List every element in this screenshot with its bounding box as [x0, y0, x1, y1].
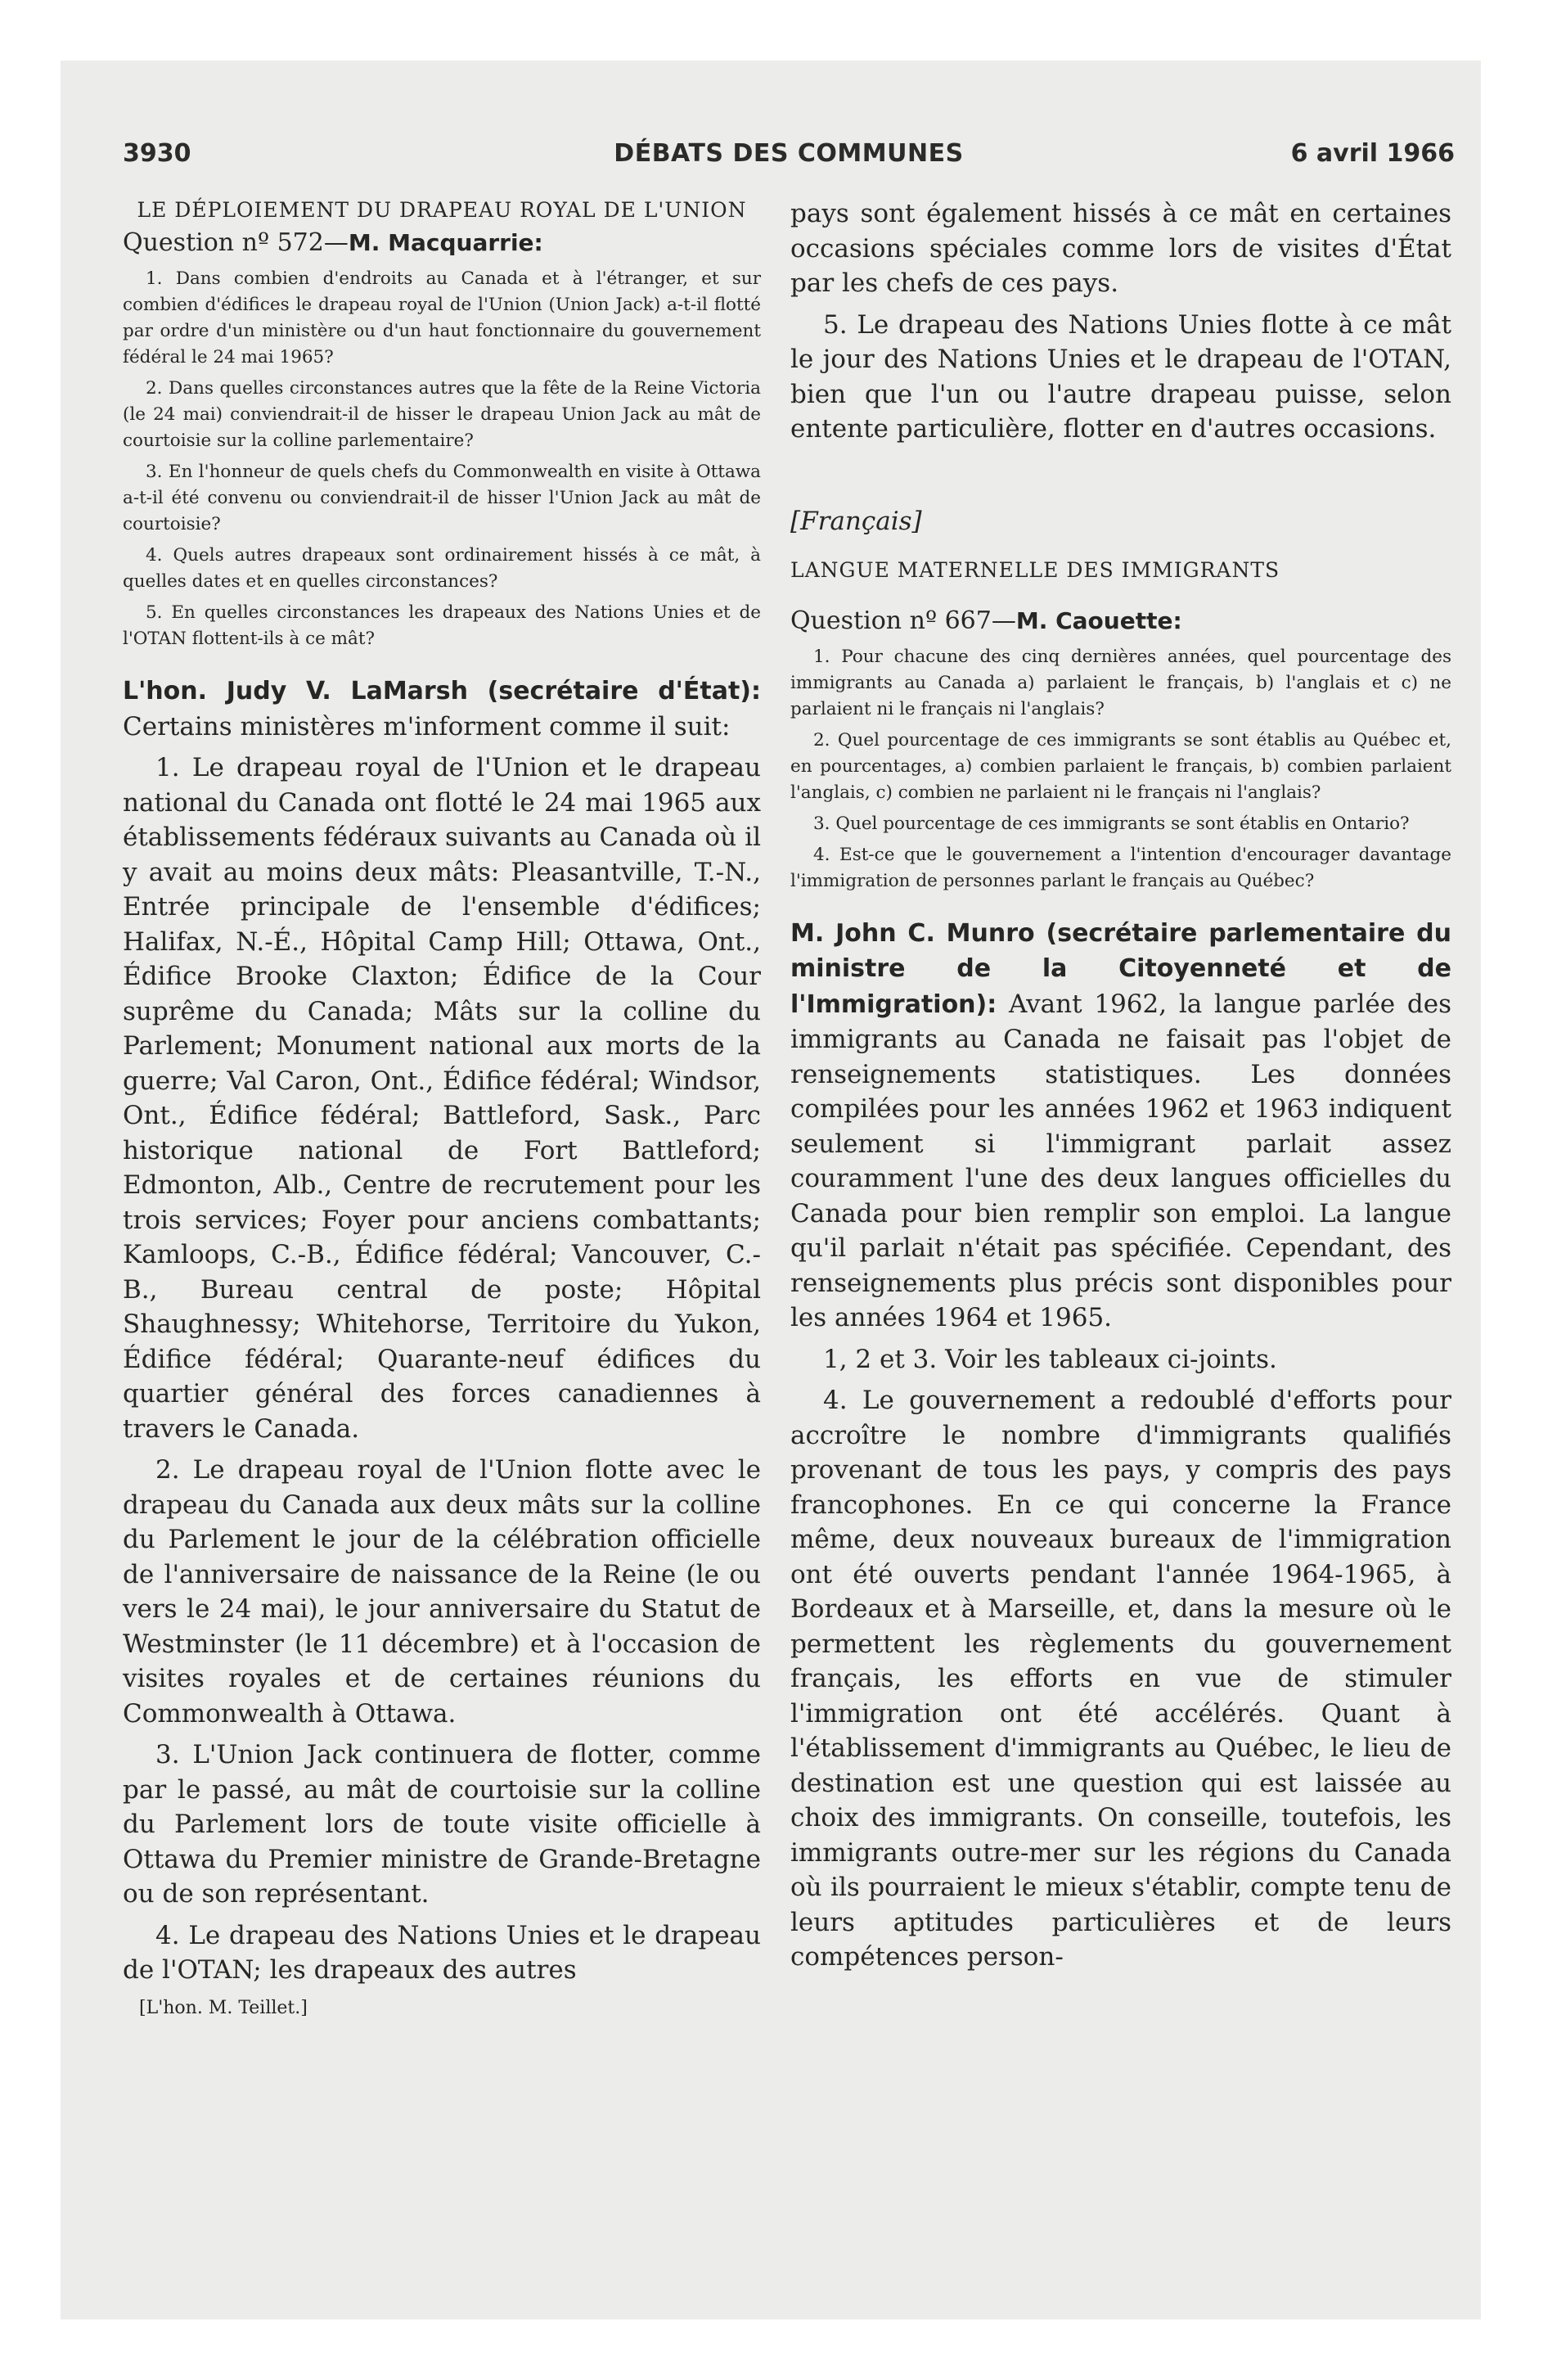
question-item: 3. Quel pourcentage de ces immigrants se sont établis en Ontario?	[813, 813, 1410, 834]
question-item: 1. Dans combien d'endroits au Canada et à l'étranger, et sur combien d'édifices le drapeau royal de l'Union (Union Jack) a-t-il flotté par ordre d'un ministère ou d'un haut fonctionnaire du gouvernement fédéral le 24 mai 1965?	[123, 268, 761, 367]
answer-intro-text: Avant 1962, la langue parlée des immigrants au Canada ne faisait pas l'objet de renseignements statistiques. Les données compilées pour les années 1962 et 1963 indiquent seulement si l'immigrant parlait assez couramment l'une des deux langues officielles du Canada pour bien remplir son emploi. La langue qu'il parlait n'était pas spécifiée. Cependant, des renseignements plus précis sont disponibles pour les années 1964 et 1965.	[790, 989, 1451, 1332]
page-title: DÉBATS DES COMMUNES	[614, 139, 964, 168]
answer-speaker: L'hon. Judy V. LaMarsh (secrétaire d'État):	[123, 677, 761, 705]
section-title: LANGUE MATERNELLE DES IMMIGRANTS	[790, 557, 1280, 582]
language-tag: [Français]	[790, 506, 922, 536]
question-number: Question nº 572—	[123, 228, 349, 257]
question-line	[123, 227, 761, 259]
page-header	[123, 139, 1455, 172]
right-column	[790, 196, 1451, 1981]
answer-item: 4. Le drapeau des Nations Unies et le drapeau de l'OTAN; les drapeaux des autres	[123, 1920, 761, 1985]
answer-item: 3. L'Union Jack continuera de flotter, comme par le passé, au mât de courtoisie sur la colline du Parlement lors de toute visite officielle à Ottawa du Premier ministre de Grande-Bretagne ou de son représentant.	[123, 1740, 761, 1909]
answer-item: 2. Le drapeau royal de l'Union flotte avec le drapeau du Canada aux deux mâts sur la colline du Parlement le jour de la célébration officielle de l'anniversaire de naissance de la Reine (le ou vers le 24 mai), le jour anniversaire du Statut de Westminster (le 11 décembre) et à l'occasion de visites royales et de certaines réunions du Commonwealth à Ottawa.	[123, 1455, 761, 1729]
section-title: LE DÉPLOIEMENT DU DRAPEAU ROYAL DE L'UNION	[137, 198, 747, 222]
answer-item: 4. Le gouvernement a redoublé d'efforts pour accroître le nombre d'immigrants qualifiés provenant de tous les pays, y compris des pays francophones. En ce qui concerne la France même, deux nouveaux bureaux de l'immigration ont été ouverts pendant l'année 1964-1965, à Bordeaux et à Marseille, et, dans la mesure où le permettent les règlements du gouvernement français, les efforts en vue de stimuler l'immigration ont été accélérés. Quant à l'établissement d'immigrants au Québec, le lieu de destination est une question qui est laissée au choix des immigrants. On conseille, toutefois, les immigrants outre-mer sur les régions du Canada où ils pourraient le mieux s'établir, compte tenu de leurs aptitudes particulières et de leurs compétences person-	[790, 1386, 1451, 1972]
question-item: 2. Quel pourcentage de ces immigrants se sont établis au Québec et, en pourcentages, a) combien parlaient le français, b) combien parlaient l'anglais, c) combien ne parlaient ni le français ni l'anglais?	[790, 729, 1451, 803]
page-number: 3930	[123, 139, 191, 168]
continuation-text: pays sont également hissés à ce mât en certaines occasions spéciales comme lors de visites d'État par les chefs de ces pays.	[790, 199, 1451, 298]
answer-speaker: M. John C. Munro (secrétaire parlementaire du ministre de la Citoyenneté et de l'Immigration):	[790, 918, 1451, 1019]
question-item: 5. En quelles circonstances les drapeaux des Nations Unies et de l'OTAN flottent-ils à ce mât?	[123, 602, 761, 649]
question-speaker: M. Caouette:	[1015, 606, 1182, 634]
question-speaker: M. Macquarrie:	[348, 229, 543, 256]
continuation-text: 5. Le drapeau des Nations Unies flotte à ce mât le jour des Nations Unies et le drapeau de l'OTAN, bien que l'un ou l'autre drapeau puisse, selon entente particulière, flotter en d'autres occasions.	[790, 309, 1451, 444]
question-number: Question nº 667—	[790, 606, 1016, 635]
answer-intro	[790, 916, 1451, 1336]
left-column	[123, 196, 761, 2039]
answer-item: 1. Le drapeau royal de l'Union et le drapeau national du Canada ont flotté le 24 mai 1965 aux établissements fédéraux suivants au Canada où il y avait au moins deux mâts: Pleasantville, T.-N., Entrée principale de l'ensemble d'édifices; Halifax, N.-É., Hôpital Camp Hill; Ottawa, Ont., Édifice Brooke Claxton; Édifice de la Cour suprême du Canada; Mâts sur la colline du Parlement; Monument national aux morts de la guerre; Val Caron, Ont., Édifice fédéral; Windsor, Ont., Édifice fédéral; Battleford, Sask., Parc historique national de Fort Battleford; Edmonton, Alb., Centre de recrutement pour les trois services; Foyer pour anciens combattants; Kamloops, C.-B., Édifice fédéral; Vancouver, C.-B., Bureau central de poste; Hôpital Shaughnessy; Whitehorse, Territoire du Yukon, Édifice fédéral; Quarante-neuf édifices du quartier général des forces canadiennes à travers le Canada.	[123, 753, 761, 1444]
spacer	[123, 657, 761, 674]
question-line	[790, 605, 1451, 638]
question-item: 4. Quels autres drapeaux sont ordinairement hissés à ce mât, à quelles dates et en quelles circonstances?	[123, 545, 761, 592]
page-date: 6 avril 1966	[1290, 139, 1455, 168]
answer-item: 1, 2 et 3. Voir les tableaux ci-joints.	[823, 1344, 1277, 1374]
answer-intro-text: Certains ministères m'informent comme il suit:	[123, 711, 731, 741]
question-item: 3. En l'honneur de quels chefs du Commonwealth en visite à Ottawa a-t-il été convenu ou conviendrait-il de hisser l'Union Jack au mât de courtoisie?	[123, 462, 761, 534]
answer-intro	[123, 674, 761, 744]
footnote: [L'hon. M. Teillet.]	[139, 1997, 308, 2018]
spacer	[790, 899, 1451, 916]
question-item: 1. Pour chacune des cinq dernières années, quel pourcentage des immigrants au Canada a) parlaient le français, b) l'anglais et c) ne parlaient ni le français ni l'anglais?	[790, 646, 1451, 719]
question-item: 4. Est-ce que le gouvernement a l'intention d'encourager davantage l'immigration de personnes parlant le français au Québec?	[790, 844, 1451, 891]
question-item: 2. Dans quelles circonstances autres que la fête de la Reine Victoria (le 24 mai) conviendrait-il de hisser le drapeau Union Jack au mât de courtoisie sur la colline parlementaire?	[123, 378, 761, 451]
